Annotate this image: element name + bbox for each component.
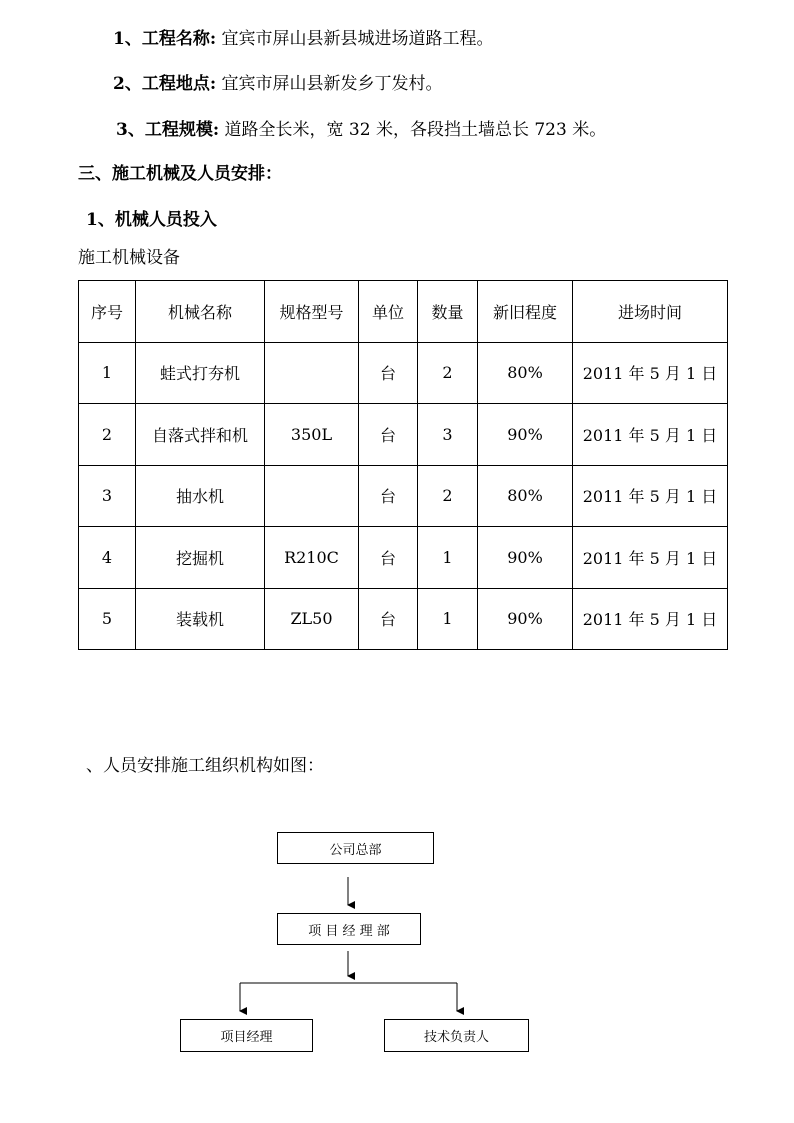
- table-cell: 1: [418, 588, 478, 650]
- section3-sub1: 1、机械人员投入: [86, 210, 217, 230]
- table-cell: 4: [79, 527, 136, 589]
- table-cell: 台: [359, 588, 418, 650]
- org-box-tech-lead: 技术负责人: [384, 1019, 529, 1052]
- project-scale-label: 3、工程规模:: [116, 120, 220, 140]
- table-cell: 2011 年 5 月 1 日: [573, 404, 728, 466]
- table-cell: 90%: [478, 588, 573, 650]
- table-cell: 2: [418, 465, 478, 527]
- table-cell: 自落式拌和机: [136, 404, 265, 466]
- table-cell: 1: [418, 527, 478, 589]
- table-cell: 350L: [265, 404, 359, 466]
- org-box-company-hq: 公司总部: [277, 832, 434, 864]
- table-cell: 2011 年 5 月 1 日: [573, 342, 728, 404]
- table-cell: 台: [359, 342, 418, 404]
- table-cell: 抽水机: [136, 465, 265, 527]
- table-cell: 2: [418, 342, 478, 404]
- project-location-label: 2、工程地点:: [113, 74, 217, 94]
- table-cell: 2011 年 5 月 1 日: [573, 588, 728, 650]
- header-cell: 数量: [418, 281, 478, 343]
- table-cell: 80%: [478, 342, 573, 404]
- table-cell: 3: [418, 404, 478, 466]
- header-cell: 进场时间: [573, 281, 728, 343]
- table-cell: 挖掘机: [136, 527, 265, 589]
- header-cell: 单位: [359, 281, 418, 343]
- section3-heading: 三、施工机械及人员安排：: [78, 164, 282, 184]
- project-location-value: 宜宾市屏山县新发乡丁发村。: [221, 74, 443, 94]
- table-cell: 90%: [478, 527, 573, 589]
- table-cell: 5: [79, 588, 136, 650]
- table-cell: R210C: [265, 527, 359, 589]
- project-scale-value: 道路全长米，宽 32 米，各段挡土墙总长 723 米。: [224, 120, 607, 140]
- table-cell: 2011 年 5 月 1 日: [573, 527, 728, 589]
- table-cell: 台: [359, 465, 418, 527]
- project-name-label: 1、工程名称:: [113, 29, 217, 49]
- table-cell: 2011 年 5 月 1 日: [573, 465, 728, 527]
- table-cell: 蛙式打夯机: [136, 342, 265, 404]
- table-cell: ZL50: [265, 588, 359, 650]
- project-name-value: 宜宾市屏山县新县城进场道路工程。: [221, 29, 494, 49]
- table-cell: 2: [79, 404, 136, 466]
- table-cell: 台: [359, 527, 418, 589]
- equipment-caption: 施工机械设备: [78, 248, 180, 268]
- table-cell: 80%: [478, 465, 573, 527]
- table-cell: 3: [79, 465, 136, 527]
- header-cell: 机械名称: [136, 281, 265, 343]
- org-box-project-dept: 项 目 经 理 部: [277, 913, 421, 945]
- personnel-heading: 、人员安排施工组织机构如图：: [86, 756, 324, 776]
- table-cell: 1: [79, 342, 136, 404]
- org-box-project-manager: 项目经理: [180, 1019, 313, 1052]
- header-cell: 新旧程度: [478, 281, 573, 343]
- table-cell: 台: [359, 404, 418, 466]
- header-cell: 序号: [79, 281, 136, 343]
- header-cell: 规格型号: [265, 281, 359, 343]
- table-cell: 90%: [478, 404, 573, 466]
- table-cell: 装载机: [136, 588, 265, 650]
